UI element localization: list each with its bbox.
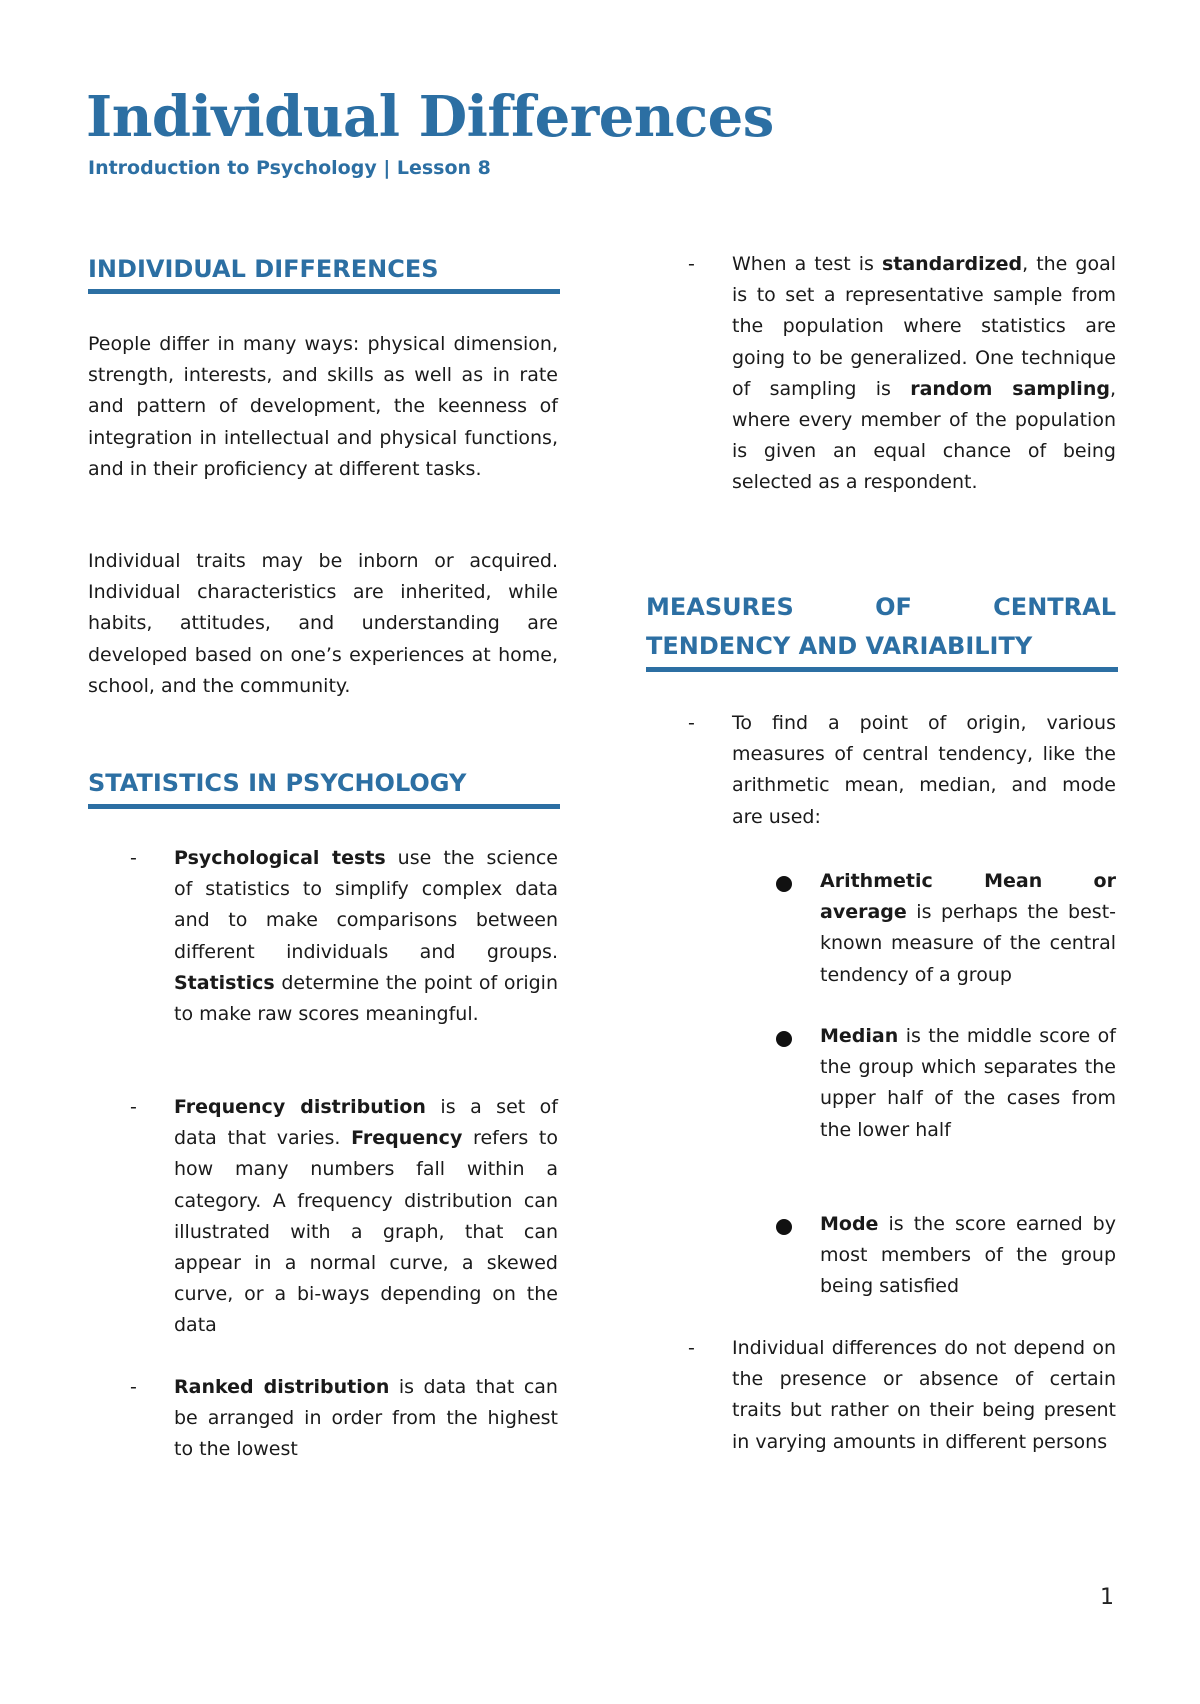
bullet-item-text: Arithmetic Mean or average is perhaps the best-known measure of the central tendency of a group bbox=[820, 870, 1116, 986]
section-rule bbox=[88, 804, 560, 809]
section-heading-individual-differences: INDIVIDUAL DIFFERENCES bbox=[88, 255, 439, 283]
dash-bullet: - bbox=[688, 253, 695, 275]
dash-bullet: - bbox=[130, 1376, 137, 1398]
dash-bullet: - bbox=[130, 1096, 137, 1118]
bullet-item-text: Mode is the score earned by most members of the group being satisfied bbox=[820, 1213, 1116, 1298]
bullet-dot-icon bbox=[776, 1219, 792, 1235]
list-item-text: Ranked distribution is data that can be arranged in order from the highest to the lowest bbox=[174, 1376, 558, 1461]
bullet-item-text: Median is the middle score of the group which separates the upper half of the cases from the lower half bbox=[820, 1025, 1116, 1141]
list-item-text: To find a point of origin, various measures of central tendency, like the arithmetic mean, median, and mode are used: bbox=[732, 712, 1116, 828]
paragraph-people-differ: People differ in many ways: physical dimension, strength, interests, and skills as well as in rate and pattern of development, the keenness of integration in intellectual and physical functions, and in their proficiency at different tasks. bbox=[88, 333, 558, 480]
section-heading-statistics: STATISTICS IN PSYCHOLOGY bbox=[88, 769, 467, 797]
list-item-text: When a test is standardized, the goal is to set a representative sample from the population where statistics are going to be generalized. One technique of sampling is random sampling, where every member of the population is given an equal chance of being selected as a respondent. bbox=[732, 253, 1116, 494]
bullet-dot-icon bbox=[776, 1031, 792, 1047]
dash-bullet: - bbox=[130, 847, 137, 869]
paragraph-individual-traits: Individual traits may be inborn or acquired. Individual characteristics are inherited, while habits, attitudes, and understanding are developed based on one’s experiences at home, school, and the community. bbox=[88, 550, 558, 697]
section-rule bbox=[88, 289, 560, 294]
dash-bullet: - bbox=[688, 1337, 695, 1359]
page-subtitle: Introduction to Psychology | Lesson 8 bbox=[88, 157, 491, 179]
page-title: Individual Differences bbox=[86, 84, 774, 150]
list-item-text: Frequency distribution is a set of data that varies. Frequency refers to how many numbers fall within a category. A frequency distribution can illustrated with a graph, that can appear in a normal curve, a skewed curve, or a bi-ways depending on the data bbox=[174, 1096, 559, 1337]
section-heading-measures-line2: TENDENCY AND VARIABILITY bbox=[646, 632, 1033, 660]
section-heading-measures-line1: MEASURES OF CENTRAL bbox=[646, 593, 1116, 621]
list-item-text: Psychological tests use the science of statistics to simplify complex data and to make comparisons between different individuals and groups. Statistics determine the point of origin to make raw scores meaningful. bbox=[174, 847, 558, 1026]
bullet-dot-icon bbox=[776, 876, 792, 892]
section-rule bbox=[646, 667, 1118, 672]
list-item-text: Individual differences do not depend on the presence or absence of certain traits but rather on their being present in varying amounts in different persons bbox=[732, 1337, 1116, 1453]
page-number: 1 bbox=[1100, 1585, 1114, 1610]
dash-bullet: - bbox=[688, 712, 695, 734]
